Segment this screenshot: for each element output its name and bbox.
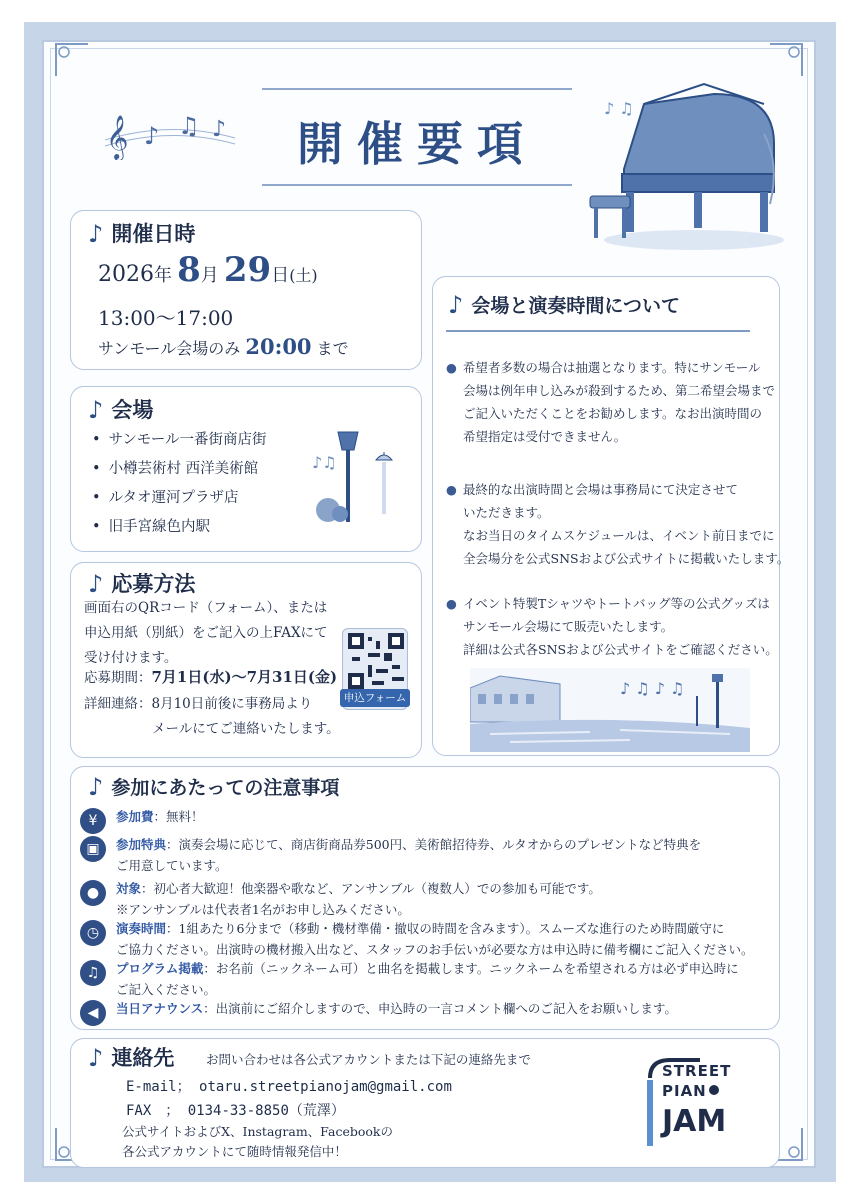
about-paragraph-3: ● イベント特製Tシャツやトートバッグ等の公式グッズは サンモール会場にて販売いたします。 詳細は公式各SNSおよび公式サイトをご確認ください。	[446, 592, 778, 661]
venue-heading-text: 会場	[111, 397, 154, 422]
grand-piano-illustration	[584, 74, 784, 254]
contact-footer-line: 公式サイトおよびX、Instagram、Facebookの	[122, 1124, 393, 1139]
canal-illustration	[470, 668, 750, 752]
venue-item: • 小樽芸術村 西洋美術館	[92, 455, 266, 484]
about-line: 会場は例年申し込みが殺到するため、第二希望会場まで	[463, 383, 776, 398]
clock-icon: ◷	[80, 920, 106, 946]
music-note-icon: ♪	[88, 568, 104, 598]
period-value: 7月1日(水)〜7月31日(金)	[151, 668, 338, 686]
gift-icon: ▣	[80, 836, 106, 862]
notice-text: ：1組あたり6分まで（移動・機材準備・撤収の時間を含みます）。スムーズな進行のため時間厳守に	[166, 921, 725, 936]
date-year-unit: 年	[154, 265, 172, 286]
date-day: 29	[223, 250, 272, 290]
street-piano-jam-logo	[640, 1050, 750, 1160]
yen-icon: ¥	[80, 808, 106, 834]
about-line: いただきます。	[463, 505, 550, 520]
about-line: 詳細は公式各SNSおよび公式サイトをご確認ください。	[463, 642, 778, 657]
venue-item: • サンモール一番街商店街	[92, 426, 266, 455]
venue-item: • 旧手宮線色内駅	[92, 513, 266, 542]
notice-item	[80, 834, 780, 876]
detail-label: 詳細連絡：	[84, 696, 152, 712]
notice-label: 参加費	[116, 809, 154, 824]
notice-extra: ご協力ください。出演時の機材搬入出など、スタッフのお手伝いが必要な方は申込時に備考欄にご記入ください。	[116, 942, 754, 957]
about-line: ご記入いただくことをお勧めします。なお出演時間の	[463, 406, 763, 421]
late-suffix: まで	[316, 339, 349, 358]
notices-heading-text: 参加にあたっての注意事項	[111, 777, 340, 799]
street-lamp-illustration	[308, 422, 414, 526]
notice-label: 当日アナウンス	[116, 1001, 204, 1016]
qr-code-icon	[348, 633, 404, 689]
about-heading-text: 会場と演奏時間について	[471, 295, 680, 317]
venue-heading	[88, 394, 153, 424]
music-note-icon: ♪	[88, 1042, 104, 1072]
about-line: なお当日のタイムスケジュールは、イベント前日までに	[463, 528, 775, 543]
notice-item	[80, 806, 780, 834]
contact-email-row	[126, 1076, 452, 1096]
apply-line: 受け付けます。	[84, 650, 178, 666]
svg-text:♪ ♫: ♪ ♫	[604, 99, 634, 118]
detail-line: 8月10日前後に事務局より	[151, 696, 313, 712]
fax-label: FAX ；	[126, 1103, 180, 1119]
music-note-icon: ♪	[88, 772, 104, 801]
venue-item: • ルタオ運河プラザ店	[92, 484, 266, 513]
notice-text: ：初心者大歓迎！他楽器や歌など、アンサンブル（複数人）での参加も可能です。	[141, 881, 601, 896]
contact-heading	[88, 1042, 174, 1072]
notice-label: 参加特典	[116, 837, 167, 852]
about-line: 全会場分を公式SNSおよび公式サイトに掲載いたします。	[463, 551, 790, 566]
page-title: 開催要項	[297, 117, 537, 171]
music-note-icon: ♪	[88, 394, 104, 424]
apply-detail	[84, 692, 340, 742]
svg-text:♪♫: ♪♫	[312, 453, 337, 472]
contact-fax-row	[126, 1100, 345, 1120]
about-paragraph-2: ● 最終的な出演時間と会場は事務局にて決定させて いただきます。 なお当日のタイムスケジュールは、イベント前日までに 全会場分を公式SNSおよび公式サイトに掲載いたします。	[446, 478, 789, 570]
date-year: 2026	[98, 262, 154, 287]
date-day-unit: 日	[271, 265, 290, 286]
svg-text:♪ ♫ ♪ ♫: ♪ ♫ ♪ ♫	[620, 679, 685, 698]
notice-label: 演奏時間	[116, 921, 167, 936]
apply-heading-text: 応募方法	[111, 571, 196, 596]
notice-extra: ご用意しています。	[116, 858, 228, 873]
contact-heading-text: 連絡先	[111, 1045, 175, 1070]
late-time-value: 20:00	[245, 334, 312, 359]
apply-text	[84, 596, 328, 671]
notice-item	[80, 878, 780, 920]
date-month-unit: 月	[200, 265, 219, 286]
about-line: イベント特製Tシャツやトートバッグ等の公式グッズは	[462, 596, 770, 611]
event-date	[98, 250, 318, 290]
notice-label: 対象	[116, 881, 142, 896]
date-month: 8	[177, 250, 201, 290]
notice-item	[80, 998, 780, 1026]
notice-text: ：演奏会場に応じて、商店街商品券500円、美術館招待券、ルタオからのプレゼントなど特典を	[166, 837, 702, 852]
fax-number: 0134-33-8850（荒澤）	[187, 1103, 345, 1119]
schedule-heading	[88, 218, 195, 248]
about-heading	[448, 290, 680, 319]
period-label: 応募期間：	[84, 670, 152, 686]
schedule-heading-text: 開催日時	[111, 221, 196, 246]
music-icon: ♫	[80, 960, 106, 986]
apply-heading	[88, 568, 195, 598]
about-line: サンモール会場にて販売いたします。	[463, 619, 674, 634]
late-time	[98, 334, 349, 359]
notice-extra: ご記入ください。	[116, 982, 217, 997]
logo-line-1: STREET	[662, 1062, 732, 1080]
detail-line: メールにてご連絡いたします。	[152, 721, 340, 737]
about-paragraph-1: ● 希望者多数の場合は抽選となります。特にサンモール 会場は例年申し込みが殺到するため、第二希望会場まで ご記入いただくことをお勧めします。なお出演時間の 希望指定は受付できません。	[446, 356, 775, 448]
apply-form-button[interactable]: 申込フォーム	[340, 689, 410, 707]
about-line: 希望者多数の場合は抽選となります。特にサンモール	[462, 360, 761, 375]
logo-line-3: JAM	[662, 1104, 727, 1139]
apply-period	[84, 666, 337, 687]
about-line: 希望指定は受付できません。	[463, 429, 627, 444]
contact-footer-line: 各公式アカウントにて随時情報発信中！	[122, 1144, 347, 1159]
notice-text: ：無料！	[153, 809, 204, 824]
apply-line: 画面右のQRコード（フォーム）、または	[84, 600, 328, 616]
notice-item	[80, 918, 780, 960]
venue-list	[92, 426, 266, 542]
title-block	[262, 80, 572, 190]
notice-label: プログラム掲載	[116, 961, 204, 976]
svg-text:♪: ♪	[144, 122, 160, 150]
heading-underline	[446, 330, 750, 332]
notice-item	[80, 958, 780, 1000]
notice-text: ：出演前にご紹介しますので、申込時の一言コメント欄へのご記入をお願いします。	[203, 1001, 677, 1016]
contact-subtitle: お問い合わせは各公式アカウントまたは下記の連絡先まで	[206, 1052, 531, 1067]
email-link[interactable]: otaru.streetpianojam@gmail.com	[199, 1079, 452, 1095]
late-prefix: サンモール会場のみ	[98, 339, 241, 358]
corner-ornament-icon	[52, 40, 92, 80]
svg-text:𝄞: 𝄞	[106, 115, 129, 159]
music-note-icon: ♪	[448, 290, 464, 319]
svg-text:♪: ♪	[212, 117, 227, 142]
contact-footer	[122, 1122, 393, 1162]
music-note-icon: ♪	[88, 218, 104, 248]
about-line: 最終的な出演時間と会場は事務局にて決定させて	[462, 482, 738, 497]
notice-extra: ※アンサンブルは代表者1名がお申し込みください。	[116, 902, 410, 917]
logo-line-2: PIAN	[662, 1082, 707, 1100]
apply-line: 申込用紙（別紙）をご記入の上FAXにて	[84, 625, 328, 641]
event-time: 13:00〜17:00	[98, 306, 234, 330]
megaphone-icon: ◀	[80, 1000, 106, 1026]
notice-text: ：お名前（ニックネーム可）と曲名を掲載します。ニックネームを希望される方は必ず申込時に	[203, 961, 739, 976]
music-notes-icon	[100, 100, 240, 160]
people-icon: ●	[80, 880, 106, 906]
svg-text:♫: ♫	[178, 112, 200, 140]
email-label: E-mail；	[126, 1079, 191, 1095]
date-weekday: (土)	[289, 266, 318, 285]
notices-heading	[88, 772, 339, 801]
